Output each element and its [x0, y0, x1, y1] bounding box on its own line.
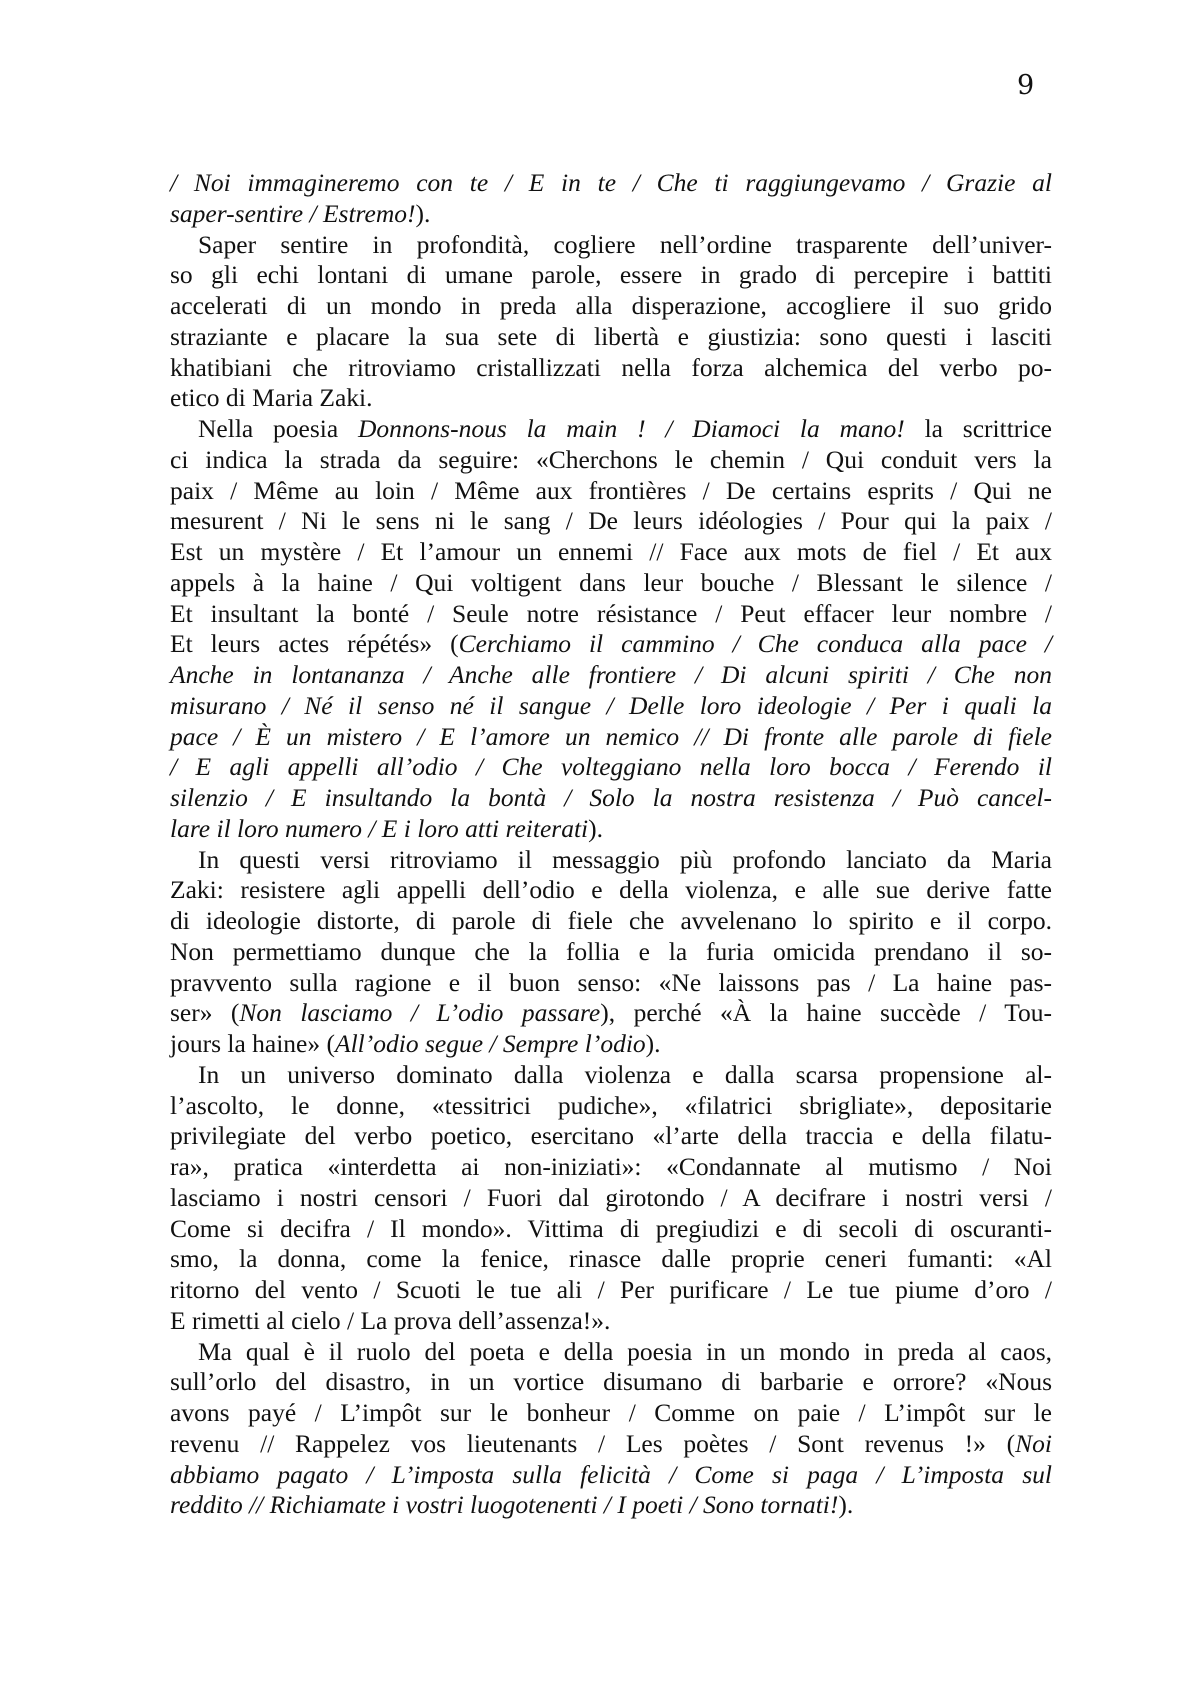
text-line: [170, 230, 1052, 261]
text-body: [170, 168, 1052, 1521]
text-segment: privilegiate del verbo poetico, esercitano «l’arte della traccia e della filatu-: [170, 1121, 1052, 1151]
text-segment: sull’orlo del disastro, in un vortice disumano di barbarie e orrore? «Nous: [170, 1367, 1052, 1397]
text-line: [170, 752, 1052, 783]
text-segment: ).: [415, 198, 431, 228]
text-line: [170, 998, 1052, 1029]
text-segment: l’ascolto, le donne, «tessitrici pudiche», «filatrici sbrigliate», depositarie: [170, 1090, 1052, 1120]
italic-segment: lare il loro numero / E i loro atti reiterati: [170, 813, 589, 843]
text-line: [170, 660, 1052, 691]
text-segment: appels à la haine / Qui voltigent dans leur bouche / Blessant le silence /: [170, 567, 1052, 597]
text-line: [170, 199, 1052, 230]
text-segment: Et insultant la bonté / Seule notre résistance / Peut effacer leur nombre /: [170, 598, 1052, 628]
text-line: [170, 260, 1052, 291]
text-segment: Nella poesia: [198, 414, 359, 443]
italic-segment: Cerchiamo il cammino / Che conduca alla pace /: [458, 629, 1052, 659]
text-segment: Non permettiamo dunque che la follia e la furia omicida prendano il so-: [170, 936, 1052, 966]
text-line: [170, 906, 1052, 937]
text-line: [170, 845, 1052, 876]
text-segment: ).: [588, 813, 604, 843]
text-segment: ser» (: [170, 998, 240, 1028]
page-number: 9: [1017, 70, 1035, 101]
text-line: [170, 291, 1052, 322]
text-segment: Zaki: resistere agli appelli dell’odio e della violenza, e alle sue derive fatte: [170, 875, 1052, 905]
text-line: [170, 537, 1052, 568]
text-segment: ra», pratica «interdetta ai non-iniziati»: «Condannate al mutismo / Noi: [170, 1152, 1052, 1181]
text-segment: avons payé / L’impôt sur le bonheur / Comme on paie / L’impôt sur le: [170, 1398, 1052, 1427]
paragraph: [170, 845, 1052, 1060]
text-segment: pravvento sulla ragione e il buon senso: «Ne laissons pas / La haine pas-: [170, 967, 1052, 997]
text-segment: straziante e placare la sua sete di libertà e giustizia: sono questi i lasciti: [170, 321, 1052, 351]
text-segment: khatibiani che ritroviamo cristallizzati nella forza alchemica del verbo po-: [170, 352, 1052, 382]
italic-segment: Anche in lontananza / Anche alle frontiere / Di alcuni spiriti / Che non: [170, 660, 1052, 689]
italic-segment: pace / È un mistero / E l’amore un nemico // Di fronte alle parole di fiele: [170, 721, 1052, 751]
text-line: [170, 1460, 1052, 1491]
paragraph: [170, 168, 1052, 230]
text-segment: Come si decifra / Il mondo». Vittima di pregiudizi e di secoli di oscuranti-: [170, 1213, 1052, 1243]
text-segment: mesurent / Ni le sens ni le sang / De leurs idéologies / Pour qui la paix /: [170, 506, 1052, 536]
text-line: [170, 476, 1052, 507]
text-line: [170, 568, 1052, 599]
text-line: [170, 168, 1052, 199]
text-line: [170, 1398, 1052, 1429]
text-segment: jours la haine» (: [170, 1029, 335, 1058]
text-line: [170, 1029, 1052, 1060]
text-line: [170, 1367, 1052, 1398]
italic-segment: saper-sentire / Estremo!: [170, 198, 416, 228]
italic-segment: All’odio segue / Sempre l’odio: [335, 1029, 646, 1058]
text-segment: ).: [838, 1490, 854, 1520]
italic-segment: Non lasciamo / L’odio passare: [239, 998, 601, 1028]
text-segment: revenu // Rappelez vos lieutenants / Les poètes / Sont revenus !» (: [170, 1428, 1016, 1458]
text-line: [170, 1306, 1052, 1337]
text-line: [170, 691, 1052, 722]
paragraph: [170, 1337, 1052, 1522]
italic-segment: misurano / Né il senso né il sangue / Delle loro ideologie / Per i quali la: [170, 690, 1052, 720]
text-segment: ), perché «À la haine succède / Tou-: [600, 998, 1052, 1028]
text-line: [170, 414, 1052, 445]
text-line: [170, 1183, 1052, 1214]
text-segment: la scrittrice: [904, 414, 1052, 443]
text-line: [170, 1214, 1052, 1245]
text-line: [170, 353, 1052, 384]
text-line: [170, 722, 1052, 753]
text-segment: accelerati di un mondo in preda alla disperazione, accogliere il suo grido: [170, 291, 1052, 320]
text-segment: etico di Maria Zaki.: [170, 383, 373, 413]
text-line: [170, 506, 1052, 537]
paragraph: [170, 230, 1052, 415]
text-segment: ci indica la strada da seguire: «Cherchons le chemin / Qui conduit vers la: [170, 444, 1052, 474]
text-line: [170, 1244, 1052, 1275]
italic-segment: abbiamo pagato / L’imposta sulla felicità / Come si paga / L’imposta sul: [170, 1459, 1052, 1489]
text-segment: Ma qual è il ruolo del poeta e della poesia in un mondo in preda al caos,: [198, 1336, 1052, 1366]
text-line: [170, 814, 1052, 845]
text-line: [170, 1275, 1052, 1306]
text-segment: ritorno del vento / Scuoti le tue ali / Per purificare / Le tue piume d’oro /: [170, 1275, 1052, 1304]
italic-segment: / E agli appelli all’odio / Che volteggiano nella loro bocca / Ferendo il: [170, 752, 1052, 782]
paragraph: [170, 1060, 1052, 1337]
italic-segment: Noi: [1015, 1428, 1052, 1458]
text-line: [170, 322, 1052, 353]
text-line: [170, 1490, 1052, 1521]
text-line: [170, 968, 1052, 999]
text-line: [170, 599, 1052, 630]
text-line: [170, 1121, 1052, 1152]
paragraph: [170, 414, 1052, 845]
text-segment: smo, la donna, come la fenice, rinasce dalle proprie ceneri fumanti: «Al: [170, 1244, 1052, 1274]
italic-segment: silenzio / E insultando la bontà / Solo la nostra resistenza / Può cancel-: [170, 783, 1052, 812]
text-segment: Saper sentire in profondità, cogliere nell’ordine trasparente dell’univer-: [198, 229, 1052, 259]
text-segment: lasciamo i nostri censori / Fuori dal girotondo / A decifrare i nostri versi /: [170, 1182, 1052, 1212]
text-line: [170, 445, 1052, 476]
italic-segment: / Noi immagineremo con te / E in te / Che ti raggiungevamo / Grazie al: [170, 168, 1052, 197]
text-line: [170, 1429, 1052, 1460]
text-segment: E rimetti al cielo / La prova dell’assenza!».: [170, 1305, 611, 1335]
text-segment: so gli echi lontani di umane parole, essere in grado di percepire i battiti: [170, 260, 1052, 290]
text-segment: In un universo dominato dalla violenza e dalla scarsa propensione al-: [198, 1059, 1052, 1089]
italic-segment: Donnons-nous la main ! / Diamoci la mano!: [358, 414, 905, 443]
text-segment: Et leurs actes répétés» (: [170, 629, 459, 659]
text-line: [170, 875, 1052, 906]
text-segment: Est un mystère / Et l’amour un ennemi // Face aux mots de fiel / Et aux: [170, 537, 1052, 566]
text-line: [170, 383, 1052, 414]
text-line: [170, 1337, 1052, 1368]
text-segment: di ideologie distorte, di parole di fiele che avvelenano lo spirito e il corpo.: [170, 906, 1052, 935]
text-line: [170, 629, 1052, 660]
text-line: [170, 1152, 1052, 1183]
italic-segment: reddito // Richiamate i vostri luogotenenti / I poeti / Sono tornati!: [170, 1490, 839, 1520]
text-segment: In questi versi ritroviamo il messaggio più profondo lanciato da Maria: [198, 844, 1052, 874]
text-line: [170, 937, 1052, 968]
text-line: [170, 1060, 1052, 1091]
text-segment: ).: [645, 1029, 661, 1058]
text-segment: paix / Même au loin / Même aux frontières / De certains esprits / Qui ne: [170, 475, 1052, 505]
text-line: [170, 783, 1052, 814]
text-line: [170, 1091, 1052, 1122]
